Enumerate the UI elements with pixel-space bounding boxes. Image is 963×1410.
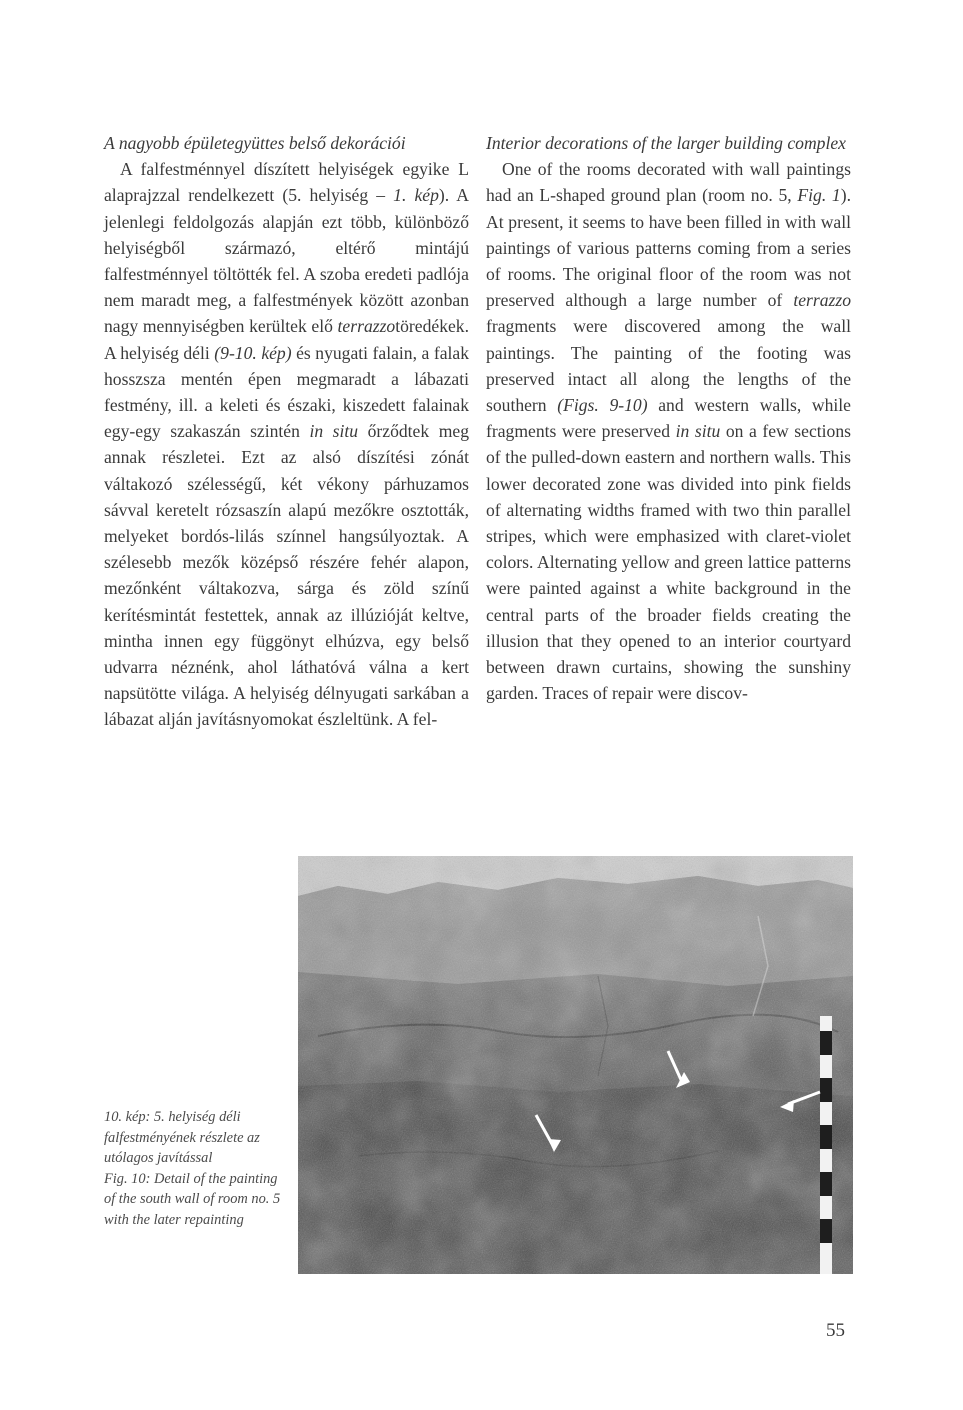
body-paragraph-en: One of the rooms decorated with wall paintings had an L-shaped ground plan (room no. 5, Fig. 1). At present, it seems to have been filled in with wall paintings of various patterns coming from a series of rooms. The original floor of the room was not preserved although a large number of terrazzo fragments were discovered among the wall paintings. The painting of the footing was preserved intact all along the lengths of the southern (Figs. 9-10) and western walls, while fragments were preserved in situ on a few sections of the pulled-down eastern and northern walls. This lower decorated zone was divided into pink fields of alternating widths framed with two thin parallel stripes, which were emphasized with claret-violet colors. Alternating yellow and green lattice patterns were painted against a white background in the central parts of the broader fields creating the illusion that they opened to an interior courtyard between drawn curtains, showing the sunshiny garden. Traces of repair were discov- [486,159,851,704]
term-in-situ-en: in situ [675,421,721,442]
body-paragraph-hu: A falfestménnyel díszített helyiségek egyike L alaprajzzal rendelkezett (5. helyiség – 1. kép). A jelenlegi feldolgozás alapján ezt több, különböző helyiségből származó, eltérő mintájú falfestménnyel töltötték fel. A szoba eredeti padlója nem maradt meg, a falfestmények között azonban nagy mennyiségben kerültek elő terrazzotöredékek. A helyiség déli (9-10. kép) és nyugati falain, a falak hosszsza mentén épen megmaradt a lábazati festmény, ill. a keleti és északi, kiszedett falainak egy-egy szakaszán szintén in situ őrződtek meg annak részletei. Ezt az alsó díszítési zónát váltakozó szélességű, két vékony párhuzamos sávval keretelt rózsaszín alapú mezőkre osztották, melyeket bordós-lilás színnel hangsúlyoztak. A szélesebb mezők középső részére fehér alapon, mezőnként váltakozva, sárga és zöld színű kerítésmintát festettek, annak az illúzióját keltve, mintha innen egy függönyt elhúzva, egy belső udvarra néznénk, ahol láthatóvá válna a kert napsütötte világa. A helyiség délnyugati sarkában a lábazat alján javításnyomokat észleltünk. A fel- [104,159,470,730]
term-terrazzo-en: terrazzo [793,290,851,311]
wall-painting-image [298,856,853,1274]
term-in-situ-hu: in situ [309,421,359,442]
figure-ref-hu-2: (9-10. kép) [214,342,292,363]
section-heading-hu: A nagyobb épületegyüttes belső dekorációi [104,133,406,153]
wall-painting-photo [298,856,853,1274]
caption-en: Fig. 10: Detail of the painting of the south wall of room no. 5 with the later repainting [104,1170,281,1228]
figure-caption [104,1107,290,1231]
figure-ref-en: Fig. 1 [797,185,841,206]
term-terrazzo-hu: terrazzo [337,316,396,337]
caption-hu: 10. kép: 5. helyiség déli falfestményének részlete az utólagos javítással [104,1109,260,1167]
figure-ref-hu: 1. kép [393,185,439,206]
hungarian-column [104,130,469,733]
english-column [486,130,851,706]
figure-ref-en-2: (Figs. 9-10) [557,395,648,416]
page-number: 55 [826,1320,845,1341]
section-heading-en: Interior decorations of the larger building complex [486,133,846,153]
